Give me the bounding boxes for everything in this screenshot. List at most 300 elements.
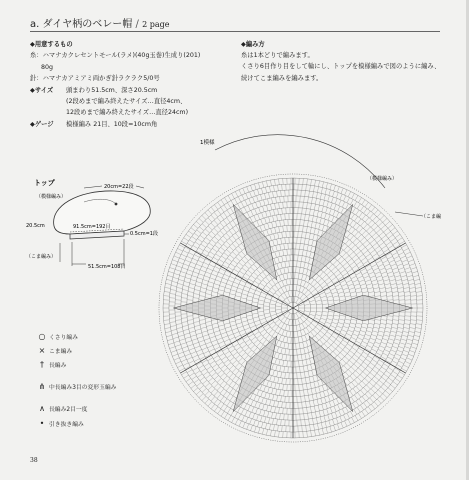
chart-stitch bbox=[217, 210, 221, 215]
chart-stitch bbox=[235, 419, 238, 424]
chart-stitch bbox=[217, 370, 221, 374]
chart-stitch bbox=[221, 256, 226, 259]
chart-stitch bbox=[322, 328, 327, 331]
chart-stitch bbox=[178, 335, 184, 336]
chart-stitch bbox=[262, 429, 263, 435]
chart-stitch bbox=[266, 429, 267, 435]
chart-stitch bbox=[263, 340, 267, 345]
chart-stitch bbox=[414, 279, 420, 280]
chart-stitch bbox=[205, 391, 209, 395]
chart-stitch bbox=[282, 426, 283, 432]
chart-stitch bbox=[247, 212, 250, 217]
chart-stitch bbox=[181, 318, 187, 319]
chart-stitch bbox=[319, 387, 321, 393]
chart-stitch bbox=[334, 406, 336, 411]
chart-stitch bbox=[386, 268, 391, 270]
chart-stitch bbox=[176, 348, 182, 350]
chart-stitch bbox=[211, 389, 215, 393]
chart-stitch bbox=[197, 337, 203, 339]
chart-stitch bbox=[278, 185, 279, 191]
chart-stitch bbox=[305, 335, 307, 340]
instructions-line-2: くさり6目作り目をして輪にし、トップを模様編みで図のように編み、続けてこま編みを編みます。 bbox=[241, 63, 441, 82]
chart-stitch bbox=[174, 273, 180, 275]
chart-stitch bbox=[329, 402, 331, 408]
chart-stitch bbox=[317, 211, 319, 217]
chart-stitch bbox=[351, 276, 356, 279]
chart-stitch bbox=[268, 418, 269, 424]
chart-stitch bbox=[395, 234, 400, 237]
chart-stitch bbox=[409, 283, 415, 284]
chart-stitch bbox=[408, 335, 414, 336]
chart-stitch bbox=[284, 244, 285, 250]
chart-stitch bbox=[312, 370, 314, 376]
chart-stitch bbox=[409, 331, 415, 332]
chart-stitch bbox=[245, 328, 250, 330]
chart-stitch bbox=[260, 296, 266, 298]
chart-stitch bbox=[380, 323, 386, 324]
chart-stitch bbox=[233, 260, 238, 264]
chart-stitch bbox=[254, 184, 256, 190]
chart-stitch bbox=[334, 342, 339, 346]
chart-stitch bbox=[370, 398, 374, 402]
chart-stitch bbox=[300, 317, 304, 322]
chart-stitch bbox=[202, 266, 207, 268]
chart-stitch bbox=[221, 200, 224, 205]
chart-stitch bbox=[378, 280, 384, 282]
chart-stitch bbox=[389, 339, 395, 341]
chart-stitch bbox=[323, 410, 325, 416]
chart-stitch bbox=[332, 322, 338, 324]
chart-stitch bbox=[282, 256, 283, 262]
chart-stitch bbox=[256, 202, 258, 208]
chart-stitch bbox=[175, 345, 181, 347]
chart-stitch bbox=[272, 364, 274, 370]
chart-stitch bbox=[206, 342, 211, 344]
chart-stitch bbox=[282, 378, 283, 384]
chart-stitch bbox=[328, 304, 334, 305]
chart-stitch bbox=[353, 223, 357, 228]
chart-stitch bbox=[327, 341, 331, 345]
chart-stitch bbox=[235, 363, 239, 367]
chart-pattern-label: （模様編み） bbox=[367, 176, 398, 182]
chart-stitch bbox=[306, 328, 309, 333]
chart-stitch bbox=[200, 323, 206, 324]
chart-stitch bbox=[334, 425, 336, 431]
chart-stitch bbox=[243, 188, 245, 193]
chart-stitch bbox=[241, 409, 244, 414]
chart-diamond-motif bbox=[309, 204, 353, 280]
instructions-line-1: 糸は1本どりで編みます。 bbox=[241, 52, 314, 60]
chart-stitch bbox=[306, 284, 309, 289]
chart-stitch bbox=[294, 296, 295, 302]
chart-stitch bbox=[181, 254, 186, 257]
chart-stitch bbox=[194, 255, 199, 258]
chart-stitch bbox=[369, 296, 375, 297]
chart-stitch bbox=[391, 238, 396, 241]
chart-stitch bbox=[338, 405, 340, 410]
chart-stitch bbox=[380, 346, 385, 348]
chart-stitch bbox=[365, 409, 368, 414]
chart-stitch bbox=[257, 269, 261, 273]
chart-stitch bbox=[306, 384, 307, 390]
chart-stitch bbox=[174, 358, 179, 360]
chart-stitch bbox=[215, 334, 221, 336]
chart-stitch bbox=[274, 377, 275, 383]
chart-stitch bbox=[202, 331, 208, 333]
chart-stitch bbox=[168, 271, 174, 273]
chart-stitch bbox=[397, 264, 402, 266]
chart-stitch bbox=[272, 388, 273, 394]
chart-stitch bbox=[164, 324, 170, 325]
chart-stitch bbox=[408, 354, 413, 356]
chart-stitch bbox=[354, 284, 360, 286]
chart-stitch bbox=[229, 389, 233, 394]
chart-stitch bbox=[245, 339, 250, 342]
chart-stitch bbox=[184, 281, 190, 282]
chart-stitch bbox=[206, 246, 211, 249]
chart-segment-line bbox=[293, 243, 406, 308]
chart-stitch bbox=[322, 385, 324, 391]
chart-stitch bbox=[206, 375, 211, 379]
chart-stitch bbox=[321, 187, 322, 193]
chart-stitch bbox=[215, 347, 220, 350]
chart-stitch bbox=[371, 207, 375, 212]
chart-stitch bbox=[360, 405, 363, 410]
chart-stitch bbox=[192, 355, 197, 358]
chart-stitch bbox=[178, 262, 183, 264]
chart-stitch bbox=[334, 270, 339, 274]
chart-stitch bbox=[331, 197, 333, 203]
chart-stitch bbox=[299, 249, 300, 255]
chart-stitch bbox=[206, 272, 211, 274]
chart-stitch bbox=[304, 196, 305, 202]
chart-stitch bbox=[296, 298, 299, 303]
chart-stitch bbox=[345, 356, 349, 360]
chart-stitch bbox=[329, 274, 334, 278]
chart-stitch bbox=[302, 316, 307, 320]
chart-stitch bbox=[395, 339, 401, 341]
chart-stitch bbox=[328, 396, 330, 401]
chart-stitch bbox=[341, 188, 343, 193]
chart-stitch bbox=[218, 341, 223, 344]
chart-stitch bbox=[330, 203, 332, 209]
chart-stitch bbox=[208, 394, 212, 398]
chart-stitch bbox=[220, 373, 224, 377]
chart-stitch bbox=[314, 406, 315, 412]
chart-stitch bbox=[301, 256, 302, 262]
chart-stitch bbox=[365, 378, 369, 382]
chart-stitch bbox=[218, 325, 224, 326]
chart-stitch bbox=[202, 396, 206, 400]
chart-stitch bbox=[335, 329, 340, 332]
chart-stitch bbox=[230, 255, 235, 259]
chart-stitch bbox=[279, 179, 280, 185]
chart-stitch bbox=[254, 395, 256, 400]
chart-stitch bbox=[214, 220, 218, 224]
chart-stitch bbox=[233, 282, 238, 284]
chart-stitch bbox=[379, 331, 385, 333]
chart-stitch bbox=[226, 371, 230, 375]
chart-stitch bbox=[416, 328, 422, 329]
chart-stitch bbox=[283, 226, 284, 232]
chart-stitch bbox=[303, 329, 306, 334]
chart-stitch bbox=[287, 298, 290, 303]
chart-stitch bbox=[304, 414, 305, 420]
chart-stitch bbox=[299, 325, 301, 331]
chart-stitch bbox=[311, 413, 312, 419]
chart-stitch bbox=[236, 347, 241, 351]
chart-stitch bbox=[171, 264, 177, 266]
chart-stitch bbox=[196, 282, 202, 284]
chart-stitch bbox=[324, 416, 326, 422]
chart-stitch bbox=[270, 204, 271, 210]
chart-stitch bbox=[338, 206, 340, 211]
chart-stitch bbox=[225, 288, 231, 290]
chart-stitch bbox=[361, 258, 366, 261]
chart-stitch bbox=[210, 252, 215, 255]
chart-stitch bbox=[214, 212, 218, 217]
chart-stitch bbox=[368, 257, 373, 260]
chart-diamond-motif bbox=[233, 336, 277, 412]
chart-stitch bbox=[217, 225, 221, 229]
puff-stitch-icon: ⋔ bbox=[38, 382, 46, 391]
chart-stitch bbox=[404, 327, 410, 328]
chart-stitch bbox=[270, 235, 272, 241]
chart-stitch bbox=[302, 378, 303, 384]
chart-stitch bbox=[269, 424, 270, 430]
chart-stitch bbox=[407, 339, 413, 341]
chart-stitch bbox=[320, 281, 325, 285]
chart-stitch bbox=[375, 246, 380, 249]
chart-stitch bbox=[217, 386, 221, 390]
chart-row1-label: 1模様 bbox=[200, 140, 215, 146]
chart-stitch bbox=[345, 347, 350, 351]
chart-stitch bbox=[285, 373, 286, 379]
chart-stitch bbox=[411, 267, 417, 269]
chart-stitch bbox=[392, 268, 398, 270]
chart-stitch bbox=[275, 252, 277, 258]
chart-stitch bbox=[239, 262, 244, 266]
chart-stitch bbox=[262, 206, 264, 212]
chart-stitch bbox=[210, 278, 216, 280]
chart-stitch bbox=[228, 415, 231, 420]
chart-stitch bbox=[214, 331, 220, 333]
chart-stitch bbox=[315, 412, 316, 418]
chart-stitch bbox=[393, 320, 399, 321]
chart-stitch bbox=[198, 247, 203, 250]
chart-stitch bbox=[197, 239, 202, 242]
chart-stitch bbox=[385, 391, 389, 395]
chart-stitch bbox=[364, 403, 368, 408]
chart-stitch bbox=[361, 390, 365, 395]
chart-stitch bbox=[276, 245, 278, 251]
chart-stitch bbox=[270, 180, 271, 186]
chart-stitch bbox=[298, 300, 303, 304]
chart-stitch bbox=[385, 283, 391, 284]
chart-stitch bbox=[383, 353, 388, 356]
chart-stitch bbox=[339, 411, 341, 416]
chart-stitch bbox=[179, 356, 184, 358]
chart-stitch bbox=[252, 313, 258, 314]
chart-stitch bbox=[322, 315, 328, 316]
chart-stitch bbox=[384, 384, 389, 388]
chart-stitch bbox=[271, 228, 273, 234]
chart-stitch bbox=[322, 285, 327, 288]
chart-stitch bbox=[208, 333, 214, 335]
chart-stitch bbox=[378, 222, 382, 226]
chart-stitch bbox=[266, 205, 267, 211]
chart-stitch bbox=[362, 381, 366, 385]
chart-stitch bbox=[371, 223, 375, 227]
chart-stitch bbox=[347, 363, 351, 367]
chart-stitch bbox=[233, 332, 238, 334]
chart-stitch bbox=[214, 384, 218, 388]
chart-stitch bbox=[361, 288, 367, 290]
chart-stitch bbox=[271, 412, 272, 418]
chart-stitch bbox=[269, 291, 274, 294]
chart-stitch bbox=[341, 403, 344, 408]
chart-stitch bbox=[315, 430, 316, 436]
chart-stitch bbox=[229, 238, 233, 242]
chart-stitch bbox=[335, 412, 337, 417]
chart-stitch bbox=[234, 344, 239, 347]
chart-stitch bbox=[281, 317, 285, 321]
chart-stitch bbox=[305, 214, 306, 220]
chart-stitch bbox=[271, 300, 277, 302]
chart-stitch bbox=[182, 294, 188, 295]
chart-stitch bbox=[297, 279, 298, 285]
chart-stitch bbox=[384, 335, 390, 337]
chart-stitch bbox=[230, 264, 235, 267]
chart-stitch bbox=[247, 350, 251, 354]
chart-stitch bbox=[280, 390, 281, 396]
chart-stitch bbox=[364, 224, 368, 228]
chart-stitch bbox=[333, 351, 337, 355]
chart-stitch bbox=[324, 268, 328, 272]
chart-stitch bbox=[402, 260, 407, 262]
chart-stitch bbox=[264, 386, 266, 392]
chart-stitch bbox=[318, 429, 319, 435]
chart-stitch bbox=[278, 282, 281, 287]
chart-stitch bbox=[208, 402, 212, 406]
chart-stitch bbox=[246, 193, 248, 198]
chart-stitch bbox=[378, 335, 384, 337]
chart-stitch bbox=[266, 285, 271, 289]
chart-stitch bbox=[355, 288, 361, 290]
chart-stitch bbox=[274, 234, 275, 240]
chart-stitch bbox=[258, 304, 264, 305]
chart-stitch bbox=[306, 360, 307, 366]
chart-stitch bbox=[377, 373, 382, 377]
chart-stitch bbox=[256, 408, 258, 414]
chart-stitch bbox=[177, 283, 183, 284]
chart-stitch bbox=[255, 402, 257, 408]
chart-stitch bbox=[284, 220, 285, 226]
chart-stitch bbox=[372, 379, 376, 383]
chart-stitch bbox=[325, 189, 327, 195]
chart-stitch bbox=[275, 319, 280, 323]
chart-stitch bbox=[392, 288, 398, 289]
chart-stitch bbox=[218, 290, 224, 291]
chart-stitch bbox=[207, 268, 212, 270]
chart-stitch bbox=[307, 389, 308, 395]
chart-stitch bbox=[365, 369, 370, 373]
chart-stitch bbox=[354, 364, 358, 368]
chart-stitch bbox=[364, 338, 369, 340]
chart-stitch bbox=[182, 326, 188, 327]
chart-stitch bbox=[222, 278, 227, 280]
chart-stitch bbox=[235, 233, 239, 238]
chart-stitch bbox=[363, 362, 368, 366]
chart-stitch bbox=[277, 239, 278, 245]
chart-stitch bbox=[315, 336, 319, 341]
chart-stitch bbox=[340, 300, 346, 301]
chart-stitch bbox=[383, 394, 387, 398]
chart-stitch bbox=[304, 238, 305, 244]
chart-stitch bbox=[204, 363, 209, 366]
chart-stitch bbox=[232, 328, 238, 330]
chart-stitch bbox=[316, 327, 321, 331]
chart-stitch bbox=[250, 325, 255, 327]
chart-stitch bbox=[400, 256, 405, 258]
chart-stitch bbox=[353, 238, 357, 242]
chart-stitch bbox=[345, 372, 349, 377]
chart-stitch bbox=[221, 365, 226, 369]
materials-section bbox=[30, 39, 200, 130]
chart-stitch bbox=[165, 283, 171, 284]
chart-stitch bbox=[328, 215, 330, 220]
chart-stitch bbox=[351, 296, 357, 297]
chart-stitch bbox=[374, 386, 378, 390]
chart-stitch bbox=[281, 396, 282, 402]
chart-stitch bbox=[322, 337, 326, 341]
chart-stitch bbox=[397, 283, 403, 284]
chart-stitch bbox=[322, 404, 324, 410]
chart-stitch bbox=[280, 366, 281, 372]
chart-stitch bbox=[391, 331, 397, 332]
chart-stitch bbox=[250, 267, 254, 271]
chart-stitch bbox=[219, 259, 224, 262]
double-crochet-icon: † bbox=[40, 360, 44, 369]
chart-stitch bbox=[322, 182, 323, 188]
chart-stitch bbox=[193, 388, 198, 392]
chart-stitch bbox=[282, 330, 284, 335]
beret-head-circ: 51.5cm=108目 bbox=[88, 264, 126, 270]
chart-stitch bbox=[346, 204, 349, 209]
chart-stitch bbox=[218, 294, 224, 295]
chart-stitch bbox=[356, 261, 361, 264]
chart-stitch bbox=[253, 264, 257, 268]
chart-stitch bbox=[194, 233, 199, 237]
chart-stitch bbox=[227, 258, 232, 262]
chart-stitch bbox=[278, 290, 282, 295]
chart-stitch bbox=[259, 403, 261, 409]
chart-stitch bbox=[266, 181, 267, 187]
chart-stitch bbox=[360, 206, 363, 211]
chart-stitch bbox=[173, 277, 179, 278]
chart-stitch bbox=[202, 232, 207, 236]
chart-stitch bbox=[289, 261, 290, 267]
chart-stitch bbox=[221, 332, 227, 334]
chart-stitch bbox=[286, 355, 287, 361]
chart-stitch bbox=[405, 361, 410, 364]
chart-stitch bbox=[239, 271, 244, 274]
chart-stitch bbox=[232, 360, 236, 364]
chart-stitch bbox=[274, 401, 275, 407]
chart-stitch bbox=[330, 426, 332, 432]
chart-stitch bbox=[220, 286, 226, 288]
chart-stitch bbox=[175, 320, 181, 321]
